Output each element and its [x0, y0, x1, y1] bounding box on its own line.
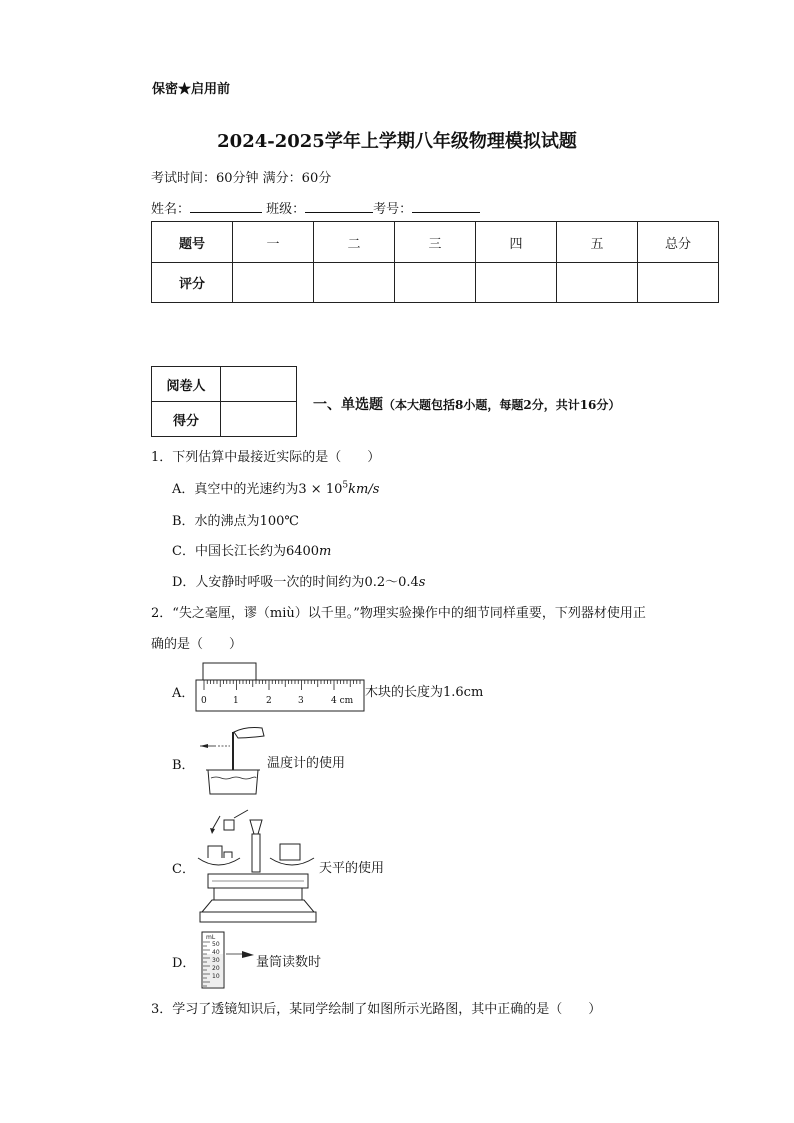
option-math: 3 × 10 — [298, 482, 343, 497]
option-d-label: D． — [172, 956, 196, 971]
question-1-option-b — [172, 510, 299, 529]
ruler-tick-label: 1 — [233, 696, 239, 706]
reviewer-input-cell[interactable] — [221, 367, 297, 402]
question-1-option-c — [172, 540, 331, 559]
exam-no-label: 考号： — [373, 202, 413, 217]
score-table-cell: 一 — [233, 222, 314, 263]
option-math: 100℃ — [259, 514, 299, 529]
student-info-line — [151, 198, 480, 217]
option-text: C．中国长江长约为 — [172, 544, 286, 559]
section-title: 一、单选题 — [313, 397, 383, 413]
ruler-tick-label: 2 — [266, 696, 272, 706]
score-table-cell: 五 — [557, 222, 638, 263]
hand-icon — [234, 728, 264, 739]
option-text: B．水的沸点为 — [172, 514, 260, 529]
grader-table — [151, 366, 297, 437]
score-input-cell[interactable] — [314, 263, 395, 303]
pointer-top — [250, 820, 262, 834]
grader-score-label: 得分 — [152, 402, 221, 437]
question-1-option-d — [172, 571, 425, 590]
class-blank[interactable] — [305, 200, 373, 213]
question-1-option-a — [172, 478, 379, 497]
wood-block — [203, 663, 256, 680]
name-label: 姓名： — [151, 202, 191, 217]
section-note: （本大题包括8小题，每题2分，共计16分） — [383, 398, 621, 412]
question-2-stem-line1: 2．“失之毫厘，谬（miù）以千里。”物理实验操作中的细节同样重要，下列器材使用正 — [151, 606, 646, 621]
score-input-cell[interactable] — [476, 263, 557, 303]
weight-large — [208, 846, 222, 860]
ruler-figure — [195, 662, 367, 714]
question-3-stem: 3．学习了透镜知识后，某同学绘制了如图所示光路图，其中正确的是（ ） — [151, 1002, 602, 1017]
reviewer-label: 阅卷人 — [152, 367, 221, 402]
option-exponent: 5 — [342, 480, 349, 491]
question-2-stem-line2: 确的是（ ） — [151, 637, 243, 652]
option-a-label: A． — [172, 686, 195, 701]
score-table-cell: 题号 — [152, 222, 233, 263]
score-input-cell[interactable] — [395, 263, 476, 303]
thermometer-figure — [196, 724, 268, 798]
score-table-header-row — [152, 222, 719, 263]
cylinder-tick-label: 30 — [212, 957, 220, 964]
option-a-caption: 木块的长度为1.6cm — [365, 685, 484, 700]
balance-figure — [196, 808, 320, 928]
object-block — [280, 844, 300, 860]
ruler-tick-label: 4 cm — [331, 696, 354, 706]
balance-stand — [214, 888, 302, 900]
option-c-label: C． — [172, 862, 195, 877]
score-input-cell[interactable] — [233, 263, 314, 303]
exam-info: 考试时间：60分钟 满分：60分 — [151, 171, 332, 186]
score-table-cell: 三 — [395, 222, 476, 263]
eye-arrow-icon — [242, 951, 254, 958]
score-table — [151, 221, 719, 303]
name-blank[interactable] — [190, 200, 262, 213]
score-row-label: 评分 — [152, 263, 233, 303]
ruler-tick-label: 0 — [201, 696, 207, 706]
option-unit: km/s — [348, 482, 380, 497]
weight-held — [224, 820, 234, 830]
exam-no-blank[interactable] — [412, 200, 480, 213]
score-input-cell[interactable] — [638, 263, 719, 303]
beaker — [208, 770, 258, 794]
option-b-caption: 温度计的使用 — [267, 756, 346, 771]
option-unit: s — [418, 575, 426, 590]
cylinder-figure — [198, 930, 260, 990]
option-text: D．人安静时呼吸一次的时间约为 — [172, 575, 365, 590]
cylinder-tick-label: 20 — [212, 965, 220, 972]
grader-score-input-cell[interactable] — [221, 402, 297, 437]
left-pan — [198, 858, 240, 865]
question-1-stem: 1．下列估算中最接近实际的是（ ） — [151, 450, 381, 465]
score-table-cell: 二 — [314, 222, 395, 263]
cylinder-tick-label: 50 — [212, 941, 220, 948]
option-c-caption: 天平的使用 — [319, 861, 385, 876]
page-title: 2024-2025学年上学期八年级物理模拟试题 — [217, 131, 577, 152]
option-b-label: B． — [172, 758, 195, 773]
score-table-score-row — [152, 263, 719, 303]
option-math: 0.2～0.4 — [364, 575, 419, 590]
cylinder-tick-label: 10 — [212, 973, 220, 980]
tweezers — [234, 810, 248, 818]
option-math: 6400 — [285, 544, 320, 559]
balance-base — [200, 912, 316, 922]
balance-base-top — [202, 900, 314, 912]
score-table-cell: 总分 — [638, 222, 719, 263]
class-label: 班级： — [266, 202, 306, 217]
section-heading — [313, 394, 620, 414]
confidential-label: 保密★启用前 — [152, 82, 231, 97]
balance-pillar — [252, 834, 260, 872]
option-d-caption: 量筒读数时 — [256, 955, 322, 970]
option-text: A．真空中的光速约为 — [172, 482, 299, 497]
tweezers-arrow — [212, 816, 220, 830]
cylinder-tick-label: mL — [206, 934, 216, 941]
arrow-head-icon — [210, 828, 215, 834]
ruler-tick-label: 3 — [298, 696, 304, 706]
score-table-cell: 四 — [476, 222, 557, 263]
option-unit: m — [319, 544, 332, 559]
score-input-cell[interactable] — [557, 263, 638, 303]
cylinder-tick-label: 40 — [212, 949, 220, 956]
